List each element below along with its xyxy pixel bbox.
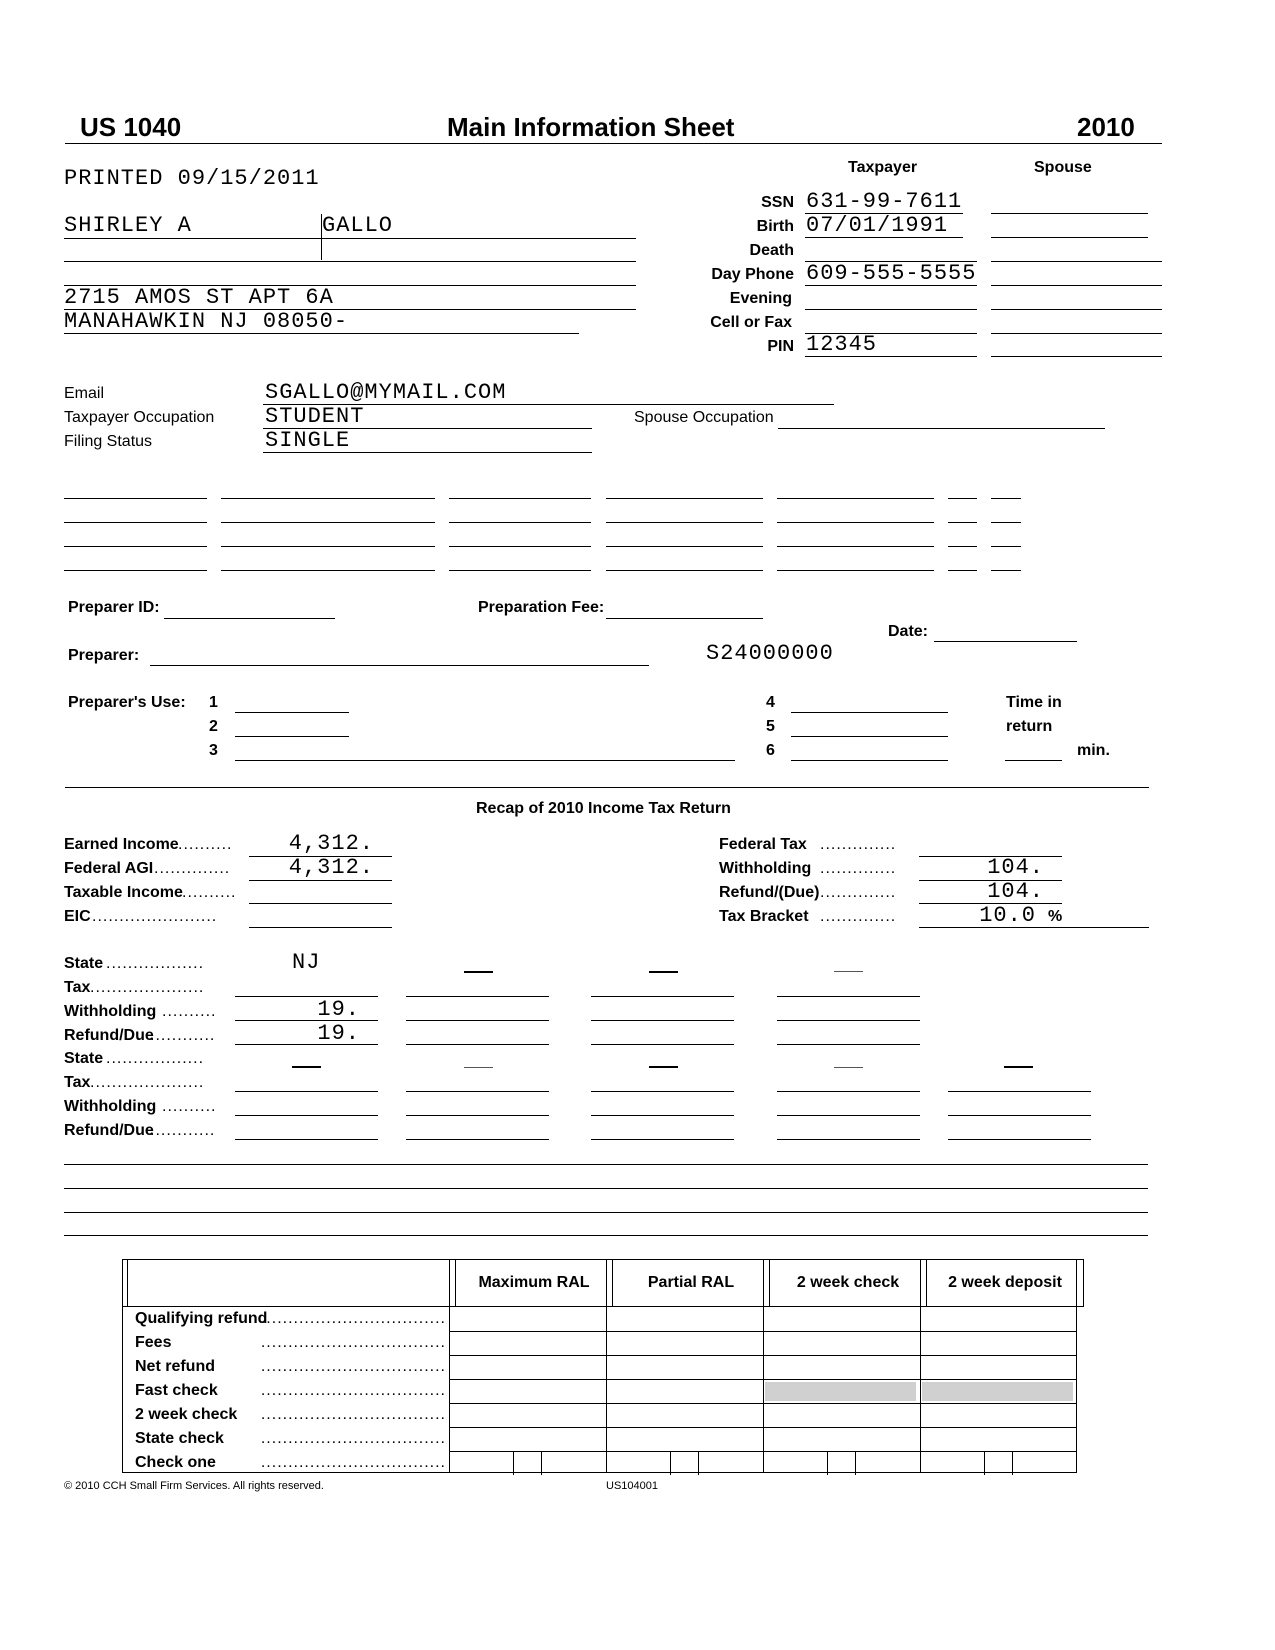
- ral-row-rule: [449, 1355, 1077, 1356]
- printed-date: PRINTED 09/15/2011: [64, 166, 320, 191]
- withholding-label: Withholding: [719, 860, 812, 877]
- date-label: Date:: [888, 623, 929, 640]
- agi-line: [249, 880, 392, 881]
- blank-line: [64, 546, 207, 547]
- ral-col-divider: [763, 1259, 764, 1473]
- taxpayer-birth: 07/01/1991: [806, 213, 949, 238]
- blank-line: [64, 570, 207, 571]
- leader-dots: ..................................: [260, 1310, 446, 1327]
- death-label: Death: [749, 242, 794, 259]
- state-label: State: [64, 955, 104, 972]
- state-line: [406, 1115, 549, 1116]
- blank-line: [221, 546, 435, 547]
- preparers-use-label: Preparer's Use:: [68, 694, 186, 711]
- taxable-income-label: Taxable Income: [64, 884, 183, 901]
- earned-line: [249, 856, 392, 857]
- leader-dots: ..................................: [260, 1430, 446, 1447]
- ral-col-divider: [449, 1259, 450, 1473]
- state-line: [235, 1091, 378, 1092]
- state-tax-label: Tax: [64, 979, 91, 996]
- email-value: SGALLO@MYMAIL.COM: [265, 380, 507, 405]
- refund-due-label: Refund/(Due): [719, 884, 820, 901]
- use-num-1: 1: [209, 694, 218, 711]
- taxpayer-death-line: [805, 261, 977, 262]
- use-num-3: 3: [209, 742, 218, 759]
- state-line: [235, 1115, 378, 1116]
- blank-line: [777, 522, 934, 523]
- leader-dots: ..........: [182, 884, 237, 901]
- leader-dots: .....................: [90, 1074, 205, 1091]
- preparer-id-label: Preparer ID:: [68, 599, 160, 616]
- leader-dots: ..............: [820, 884, 897, 901]
- first-name: SHIRLEY A: [64, 213, 192, 238]
- leader-dots: .......................: [92, 908, 218, 925]
- state-line: [777, 996, 920, 997]
- taxable-line: [249, 903, 392, 904]
- ral-row-label: Net refund: [135, 1358, 215, 1375]
- filing-line: [263, 452, 592, 453]
- state-label-2: State: [64, 1050, 104, 1067]
- federal-withholding-value: 104.: [987, 855, 1044, 880]
- state-dash: [649, 971, 678, 973]
- state-dash: [464, 971, 493, 973]
- state-line: [591, 1091, 734, 1092]
- use-line-3: [235, 760, 735, 761]
- state-code: NJ: [292, 950, 321, 975]
- use-line-6: [791, 760, 948, 761]
- check-one-divider: [827, 1451, 828, 1475]
- use-num-6: 6: [766, 742, 775, 759]
- check-one-divider: [670, 1451, 671, 1475]
- spouse-occupation-label: Spouse Occupation: [634, 409, 774, 426]
- use-line-2: [235, 736, 349, 737]
- check-one-divider: [513, 1451, 514, 1475]
- form-number: US 1040: [80, 112, 182, 142]
- preparer-id-line: [164, 618, 335, 619]
- form-code: US104001: [606, 1480, 658, 1492]
- ral-row-label: Fees: [135, 1334, 172, 1351]
- federal-refund-value: 104.: [987, 879, 1044, 904]
- time-line: [1005, 760, 1062, 761]
- time-in-label: Time in: [1006, 694, 1062, 711]
- use-line-5: [791, 736, 948, 737]
- section-rule: [65, 787, 1149, 788]
- taxpayer-pin: 12345: [806, 332, 878, 357]
- ral-header-rule: [122, 1306, 1077, 1307]
- state-line: [777, 1091, 920, 1092]
- state-line: [948, 1115, 1091, 1116]
- blank-line: [948, 522, 977, 523]
- state-line: [591, 996, 734, 997]
- state-line: [235, 996, 378, 997]
- taxpayer-phone-line: [805, 285, 977, 286]
- state-dash: [649, 1066, 678, 1068]
- ral-row-label: Fast check: [135, 1382, 218, 1399]
- spouse-evening-line: [991, 309, 1162, 310]
- state-line: [948, 1091, 1091, 1092]
- earned-income-value: 4,312.: [288, 831, 374, 856]
- ral-col-divider: [606, 1259, 607, 1473]
- spouse-occupation-line: [778, 428, 1105, 429]
- blank-line: [777, 498, 934, 499]
- state-line: [591, 1139, 734, 1140]
- state-withholding-label-2: Withholding: [64, 1098, 157, 1115]
- spouse-column-header: Spouse: [1034, 159, 1092, 176]
- check-one-divider: [855, 1451, 856, 1475]
- state-line: [406, 1139, 549, 1140]
- leader-dots: ..........: [178, 836, 233, 853]
- birth-label: Birth: [756, 218, 794, 235]
- preparer-line: [150, 665, 649, 666]
- eic-line: [249, 927, 392, 928]
- state-line: [591, 1115, 734, 1116]
- ral-header-2week-check: 2 week check: [770, 1260, 927, 1307]
- state-line: [406, 1044, 549, 1045]
- state-withholding-value: 19.: [317, 997, 360, 1022]
- leader-dots: ............: [150, 1027, 216, 1044]
- state-line: [406, 996, 549, 997]
- state-line: [777, 1044, 920, 1045]
- state-dash: [834, 1067, 863, 1068]
- ral-col-divider: [920, 1259, 921, 1473]
- state-line: [777, 1115, 920, 1116]
- blank-line: [948, 498, 977, 499]
- header-rule: [65, 143, 1162, 144]
- name-divider: [321, 214, 322, 260]
- federal-tax-label: Federal Tax: [719, 836, 807, 853]
- ral-header-2week-deposit: 2 week deposit: [927, 1260, 1084, 1307]
- blank-line: [991, 522, 1021, 523]
- blank-line: [64, 522, 207, 523]
- notes-line-4: [64, 1235, 1148, 1236]
- taxpayer-occupation: STUDENT: [265, 404, 365, 429]
- leader-dots: ..........: [162, 1098, 217, 1115]
- blank-line: [991, 498, 1021, 499]
- state-line: [406, 1020, 549, 1021]
- notes-line-3: [64, 1212, 1148, 1213]
- state-dash: [464, 1067, 493, 1068]
- leader-dots: ..................................: [260, 1382, 446, 1399]
- blank-line: [948, 546, 977, 547]
- blank-line: [449, 522, 591, 523]
- check-one-divider: [698, 1451, 699, 1475]
- federal-agi-label: Federal AGI: [64, 860, 154, 877]
- leader-dots: ..........: [162, 1003, 217, 1020]
- blank-line: [449, 570, 591, 571]
- taxpayer-birth-line: [805, 237, 963, 238]
- state-line: [777, 1139, 920, 1140]
- return-label: return: [1006, 718, 1053, 735]
- ral-header-maximum: Maximum RAL: [456, 1260, 613, 1307]
- blank-line: [64, 498, 207, 499]
- use-num-5: 5: [766, 718, 775, 735]
- state-dash: [292, 1066, 321, 1068]
- ral-row-rule: [449, 1331, 1077, 1332]
- taxpayer-occupation-label: Taxpayer Occupation: [64, 409, 215, 426]
- leader-dots: .....................: [90, 979, 205, 996]
- evening-label: Evening: [729, 290, 792, 307]
- ral-shaded-cell: [922, 1382, 1073, 1401]
- ral-row-label: Check one: [135, 1454, 216, 1471]
- ral-row-label: State check: [135, 1430, 224, 1447]
- state-dash: [834, 971, 863, 972]
- taxpayer-cell-line: [805, 333, 977, 334]
- spouse-death-line: [991, 261, 1162, 262]
- day-phone-label: Day Phone: [711, 266, 794, 283]
- email-label: Email: [64, 385, 105, 402]
- blank-line: [606, 522, 763, 523]
- blank-line: [991, 546, 1021, 547]
- eic-label: EIC: [64, 908, 91, 925]
- state-line: [235, 1044, 378, 1045]
- state-refund-value: 19.: [317, 1021, 360, 1046]
- address-line-3: [64, 333, 579, 334]
- filing-status: SINGLE: [265, 428, 351, 453]
- blank-line: [221, 570, 435, 571]
- use-line-1: [235, 712, 349, 713]
- leader-dots: ..............: [820, 836, 897, 853]
- blank-line: [606, 546, 763, 547]
- last-name: GALLO: [322, 213, 394, 238]
- leader-dots: ..................................: [260, 1334, 446, 1351]
- leader-dots: ..................................: [260, 1358, 446, 1375]
- taxpayer-column-header: Taxpayer: [848, 159, 918, 176]
- ral-row-rule: [449, 1379, 1077, 1380]
- state-withholding-label: Withholding: [64, 1003, 157, 1020]
- preparation-fee-line: [606, 618, 763, 619]
- state-line: [235, 1020, 378, 1021]
- federal-agi-value: 4,312.: [288, 855, 374, 880]
- leader-dots: ..................: [106, 955, 205, 972]
- leader-dots: ..............: [820, 908, 897, 925]
- blank-line: [221, 522, 435, 523]
- spouse-phone-line: [991, 285, 1162, 286]
- check-one-divider: [1012, 1451, 1013, 1475]
- preparer-label: Preparer:: [68, 647, 140, 664]
- spouse-birth-line: [991, 237, 1148, 238]
- preparer-code: S24000000: [706, 641, 834, 666]
- taxpayer-ssn-line: [805, 213, 963, 214]
- state-refund-label: Refund/Due: [64, 1027, 154, 1044]
- state-line: [591, 1044, 734, 1045]
- blank-line: [606, 498, 763, 499]
- taxpayer-evening-line: [805, 309, 977, 310]
- name-line-2: [64, 261, 636, 262]
- filing-status-label: Filing Status: [64, 433, 153, 450]
- tax-bracket-label: Tax Bracket: [719, 908, 809, 925]
- check-one-divider: [541, 1451, 542, 1475]
- blank-line: [777, 546, 934, 547]
- preparation-fee-label: Preparation Fee:: [478, 599, 605, 616]
- leader-dots: ..............: [820, 860, 897, 877]
- percent-sign: %: [1048, 908, 1063, 925]
- tax-year: 2010: [1077, 112, 1135, 142]
- state-line: [406, 1091, 549, 1092]
- ral-shaded-cell: [765, 1382, 916, 1401]
- date-line: [934, 641, 1077, 642]
- notes-line-1: [64, 1164, 1148, 1165]
- use-num-2: 2: [209, 718, 218, 735]
- ral-row-label: Qualifying refund: [135, 1310, 268, 1327]
- notes-line-2: [64, 1188, 1148, 1189]
- spouse-ssn-line: [991, 213, 1148, 214]
- taxpayer-ssn: 631-99-7611: [806, 189, 963, 214]
- leader-dots: ............: [150, 1122, 216, 1139]
- blank-line: [449, 546, 591, 547]
- city-state-zip: MANAHAWKIN NJ 08050-: [64, 309, 349, 334]
- copyright: © 2010 CCH Small Firm Services. All rights reserved.: [64, 1480, 324, 1492]
- blank-line: [606, 570, 763, 571]
- state-line: [948, 1139, 1091, 1140]
- leader-dots: ..................................: [260, 1406, 446, 1423]
- spouse-cell-line: [991, 333, 1162, 334]
- leader-dots: ..................................: [260, 1454, 446, 1471]
- name-line: [64, 238, 636, 239]
- state-line: [235, 1139, 378, 1140]
- taxpayer-day-phone: 609-555-5555: [806, 261, 977, 286]
- ral-row-rule: [449, 1427, 1077, 1428]
- tax-bracket-value: 10.0: [979, 903, 1036, 928]
- state-line: [777, 1020, 920, 1021]
- leader-dots: ..............: [154, 860, 231, 877]
- use-line-4: [791, 712, 948, 713]
- ssn-label: SSN: [761, 194, 794, 211]
- blank-line: [449, 498, 591, 499]
- min-label: min.: [1077, 742, 1110, 759]
- spouse-pin-line: [991, 356, 1162, 357]
- blank-line: [948, 570, 977, 571]
- ral-row-rule: [449, 1451, 1077, 1452]
- ral-row-label: 2 week check: [135, 1406, 238, 1423]
- pin-label: PIN: [767, 338, 794, 355]
- state-line: [591, 1020, 734, 1021]
- street-address: 2715 AMOS ST APT 6A: [64, 285, 334, 310]
- use-num-4: 4: [766, 694, 775, 711]
- state-refund-label-2: Refund/Due: [64, 1122, 154, 1139]
- leader-dots: ..................: [106, 1050, 205, 1067]
- check-one-divider: [984, 1451, 985, 1475]
- cell-fax-label: Cell or Fax: [710, 314, 792, 331]
- earned-income-label: Earned Income: [64, 836, 179, 853]
- state-tax-label-2: Tax: [64, 1074, 91, 1091]
- state-dash: [1004, 1066, 1033, 1068]
- ral-row-rule: [449, 1403, 1077, 1404]
- recap-title: Recap of 2010 Income Tax Return: [476, 800, 731, 817]
- taxpayer-pin-line: [805, 356, 977, 357]
- ral-header-partial: Partial RAL: [613, 1260, 770, 1307]
- blank-line: [221, 498, 435, 499]
- blank-line: [777, 570, 934, 571]
- blank-line: [991, 570, 1021, 571]
- page-title: Main Information Sheet: [447, 112, 735, 142]
